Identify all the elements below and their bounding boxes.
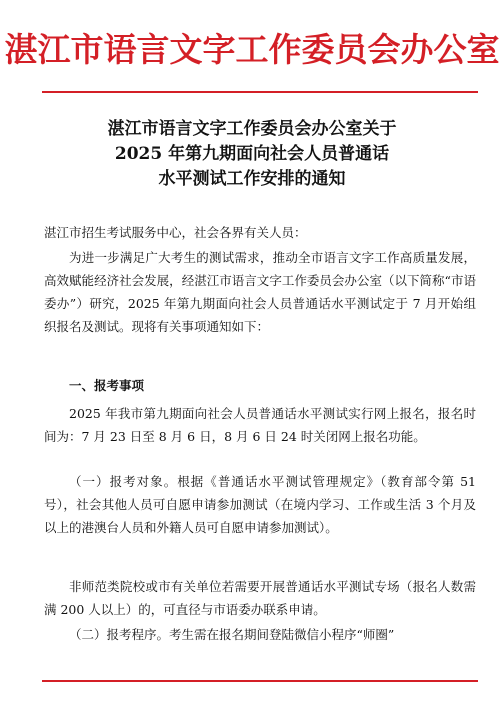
- procedure-paragraph: [44, 623, 476, 646]
- document-header-org-name: 湛江市语言文字工作委员会办公室: [4, 30, 500, 69]
- notice-title: [0, 117, 504, 192]
- procedure-lead: （二）报考程序。: [69, 627, 170, 642]
- eligibility-text: 根据《普通话水平测试管理规定》（教育部令第 51 号），社会其他人员可自愿申请参加测试（在境内学习、工作或生活 3 个月及以上的港澳台人员和外籍人员可自愿申请参加测试）。: [44, 474, 476, 535]
- eligibility-paragraph: [44, 470, 476, 539]
- special-session-paragraph: 非师范类院校或市有关单位若需要开展普通话水平测试专场（报名人数需满 200 人以上）的，可直径与市语委办联系申请。: [44, 579, 476, 617]
- title-line-3: 水平测试工作安排的通知: [158, 169, 346, 189]
- footer-red-rule: [42, 680, 478, 682]
- procedure-text: 考生需在报名期间登陆微信小程序“师圈”: [169, 627, 395, 642]
- title-line-1: 湛江市语言文字工作委员会办公室关于: [107, 119, 397, 139]
- salutation: 湛江市招生考试服务中心，社会各界有关人员：: [44, 225, 307, 240]
- section-heading-registration: 一、报考事项: [69, 378, 145, 393]
- title-line-2: 2025 年第九期面向社会人员普通话: [114, 144, 390, 164]
- eligibility-lead: （一）报考对象。: [69, 474, 178, 489]
- header-red-rule: [42, 91, 478, 93]
- registration-time-paragraph: 2025 年我市第九期面向社会人员普通话水平测试实行网上报名，报名时间为：7 月 23 日至 8 月 6 日，8 月 6 日 24 时关闭网上报名功能。: [44, 406, 476, 444]
- intro-paragraph: 为进一步满足广大考生的测试需求，推动全市语言文字工作高质量发展，高效赋能经济社会发展，经湛江市语言文字工作委员会办公室（以下简称“市语委办”）研究，2025 年第九期面向社会人员普通话水平测试定于 7 月开始组织报名及测试。现将有关事项通知如下：: [44, 250, 476, 334]
